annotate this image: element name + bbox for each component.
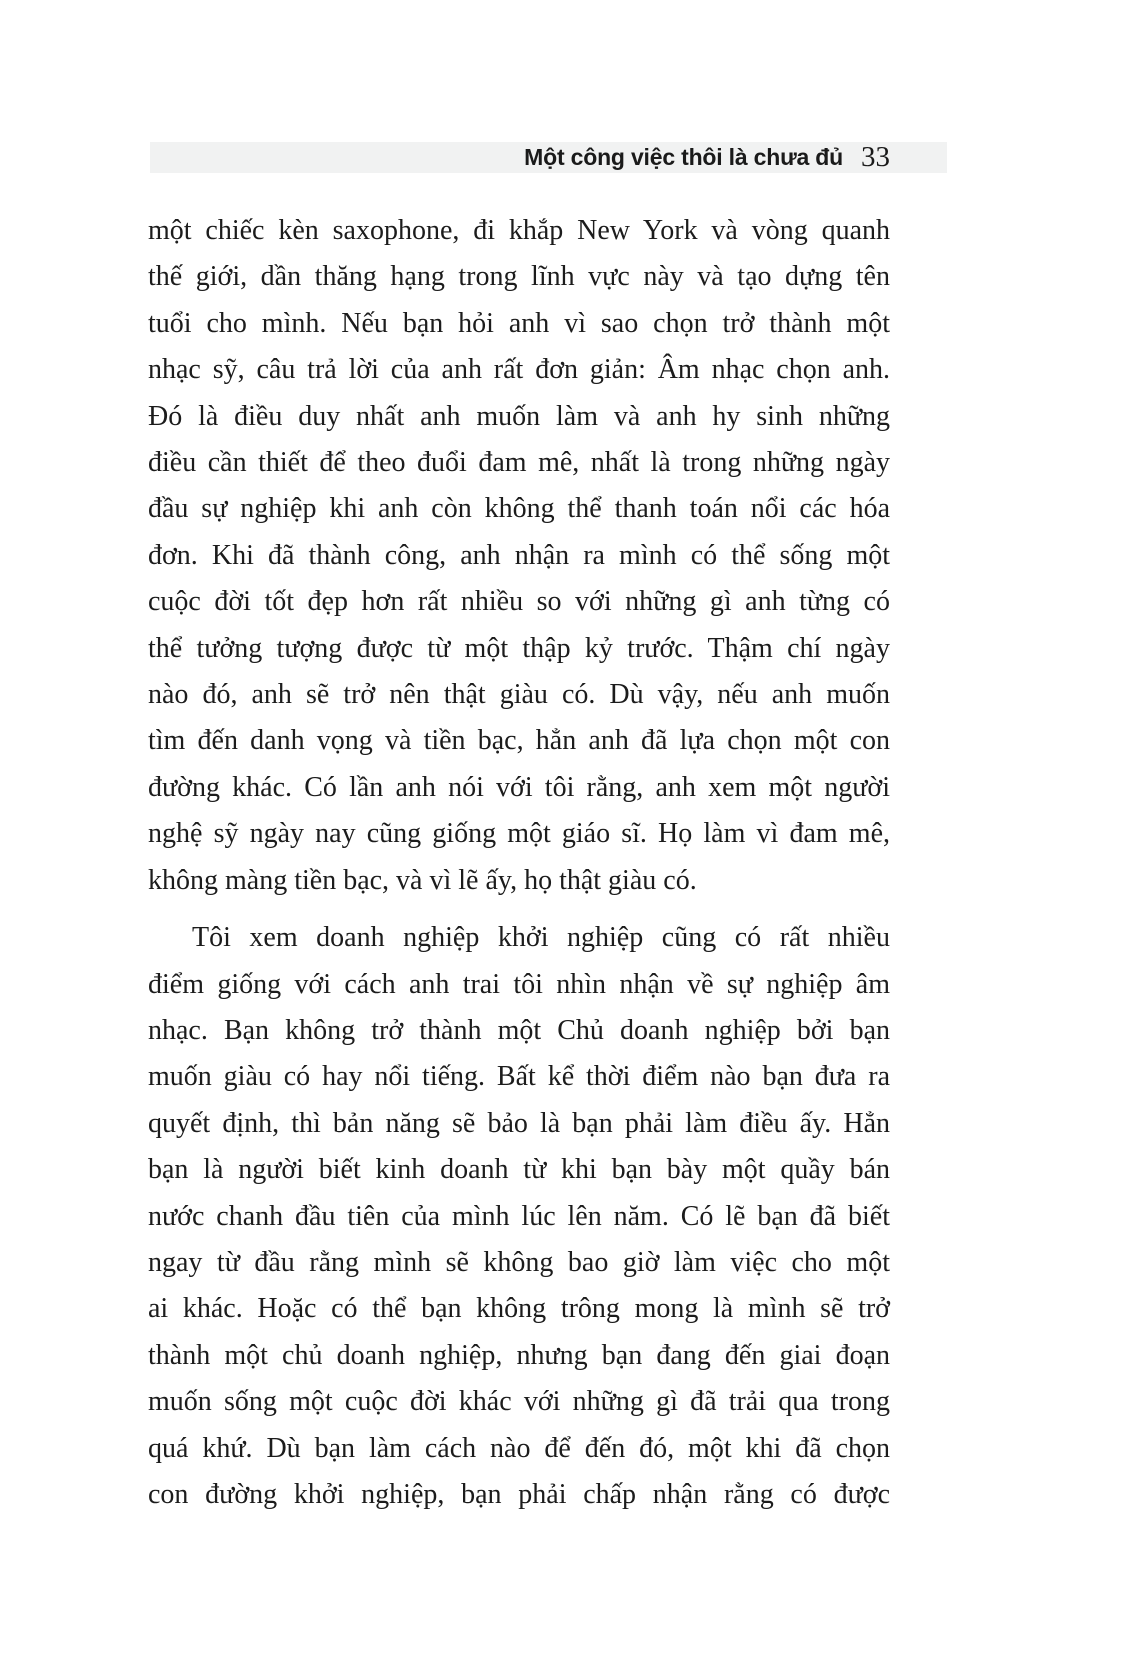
- text-line: con đường khởi nghiệp, bạn phải chấp nhận rằng có được: [148, 1478, 890, 1510]
- text-line: một chiếc kèn saxophone, đi khắp New York và vòng quanh: [148, 215, 890, 246]
- text-line: đầu sự nghiệp khi anh còn không thể thanh toán nổi các hóa: [148, 493, 890, 525]
- text-line: quyết định, thì bản năng sẽ bảo là bạn phải làm điều ấy. Hẳn: [148, 1107, 890, 1139]
- text-line: thể tưởng tượng được từ một thập kỷ trước. Thậm chí ngày: [148, 632, 890, 664]
- text-line: nào đó, anh sẽ trở nên thật giàu có. Dù vậy, nếu anh muốn: [148, 679, 890, 711]
- paragraph: [148, 208, 890, 904]
- text-line: muốn sống một cuộc đời khác với những gì đã trải qua trong: [148, 1386, 890, 1418]
- paragraph: [148, 915, 890, 1518]
- text-line: nhạc. Bạn không trở thành một Chủ doanh nghiệp bởi bạn: [148, 1014, 890, 1046]
- text-line: đường khác. Có lần anh nói với tôi rằng, anh xem một người: [148, 771, 890, 803]
- text-line: tìm đến danh vọng và tiền bạc, hẳn anh đã lựa chọn một con: [148, 725, 890, 757]
- text-line: muốn giàu có hay nổi tiếng. Bất kể thời điểm nào bạn đưa ra: [148, 1061, 890, 1093]
- text-line: không màng tiền bạc, và vì lẽ ấy, họ thật giàu có.: [148, 864, 697, 896]
- text-line: thế giới, dần thăng hạng trong lĩnh vực này và tạo dựng tên: [148, 261, 890, 293]
- text-line: ai khác. Hoặc có thể bạn không trông mong là mình sẽ trở: [148, 1293, 890, 1325]
- text-line: đơn. Khi đã thành công, anh nhận ra mình có thể sống một: [148, 539, 890, 571]
- text-line: ngay từ đầu rằng mình sẽ không bao giờ làm việc cho một: [148, 1246, 890, 1278]
- text-block: [148, 208, 890, 1518]
- text-line: nhạc sỹ, câu trả lời của anh rất đơn giản: Âm nhạc chọn anh.: [148, 354, 890, 386]
- text-line: nghệ sỹ ngày nay cũng giống một giáo sĩ. Họ làm vì đam mê,: [148, 818, 890, 850]
- text-line: bạn là người biết kinh doanh từ khi bạn bày một quầy bán: [148, 1154, 890, 1186]
- text-line: Đó là điều duy nhất anh muốn làm và anh hy sinh những: [148, 400, 890, 432]
- text-line: thành một chủ doanh nghiệp, nhưng bạn đang đến giai đoạn: [148, 1339, 890, 1371]
- text-line: Tôi xem doanh nghiệp khởi nghiệp cũng có rất nhiều: [192, 922, 890, 954]
- page-number: 33: [861, 141, 890, 173]
- text-line: tuổi cho mình. Nếu bạn hỏi anh vì sao chọn trở thành một: [148, 307, 890, 339]
- running-header-title: Một công việc thôi là chưa đủ: [524, 144, 843, 170]
- text-line: điều cần thiết để theo đuổi đam mê, nhất là trong những ngày: [148, 447, 890, 479]
- text-line: điểm giống với cách anh trai tôi nhìn nhận về sự nghiệp âm: [148, 968, 890, 1000]
- running-header: [150, 142, 947, 173]
- text-line: cuộc đời tốt đẹp hơn rất nhiều so với những gì anh từng có: [148, 586, 890, 618]
- text-line: quá khứ. Dù bạn làm cách nào để đến đó, một khi đã chọn: [148, 1432, 890, 1464]
- text-line: nước chanh đầu tiên của mình lúc lên năm. Có lẽ bạn đã biết: [148, 1200, 890, 1232]
